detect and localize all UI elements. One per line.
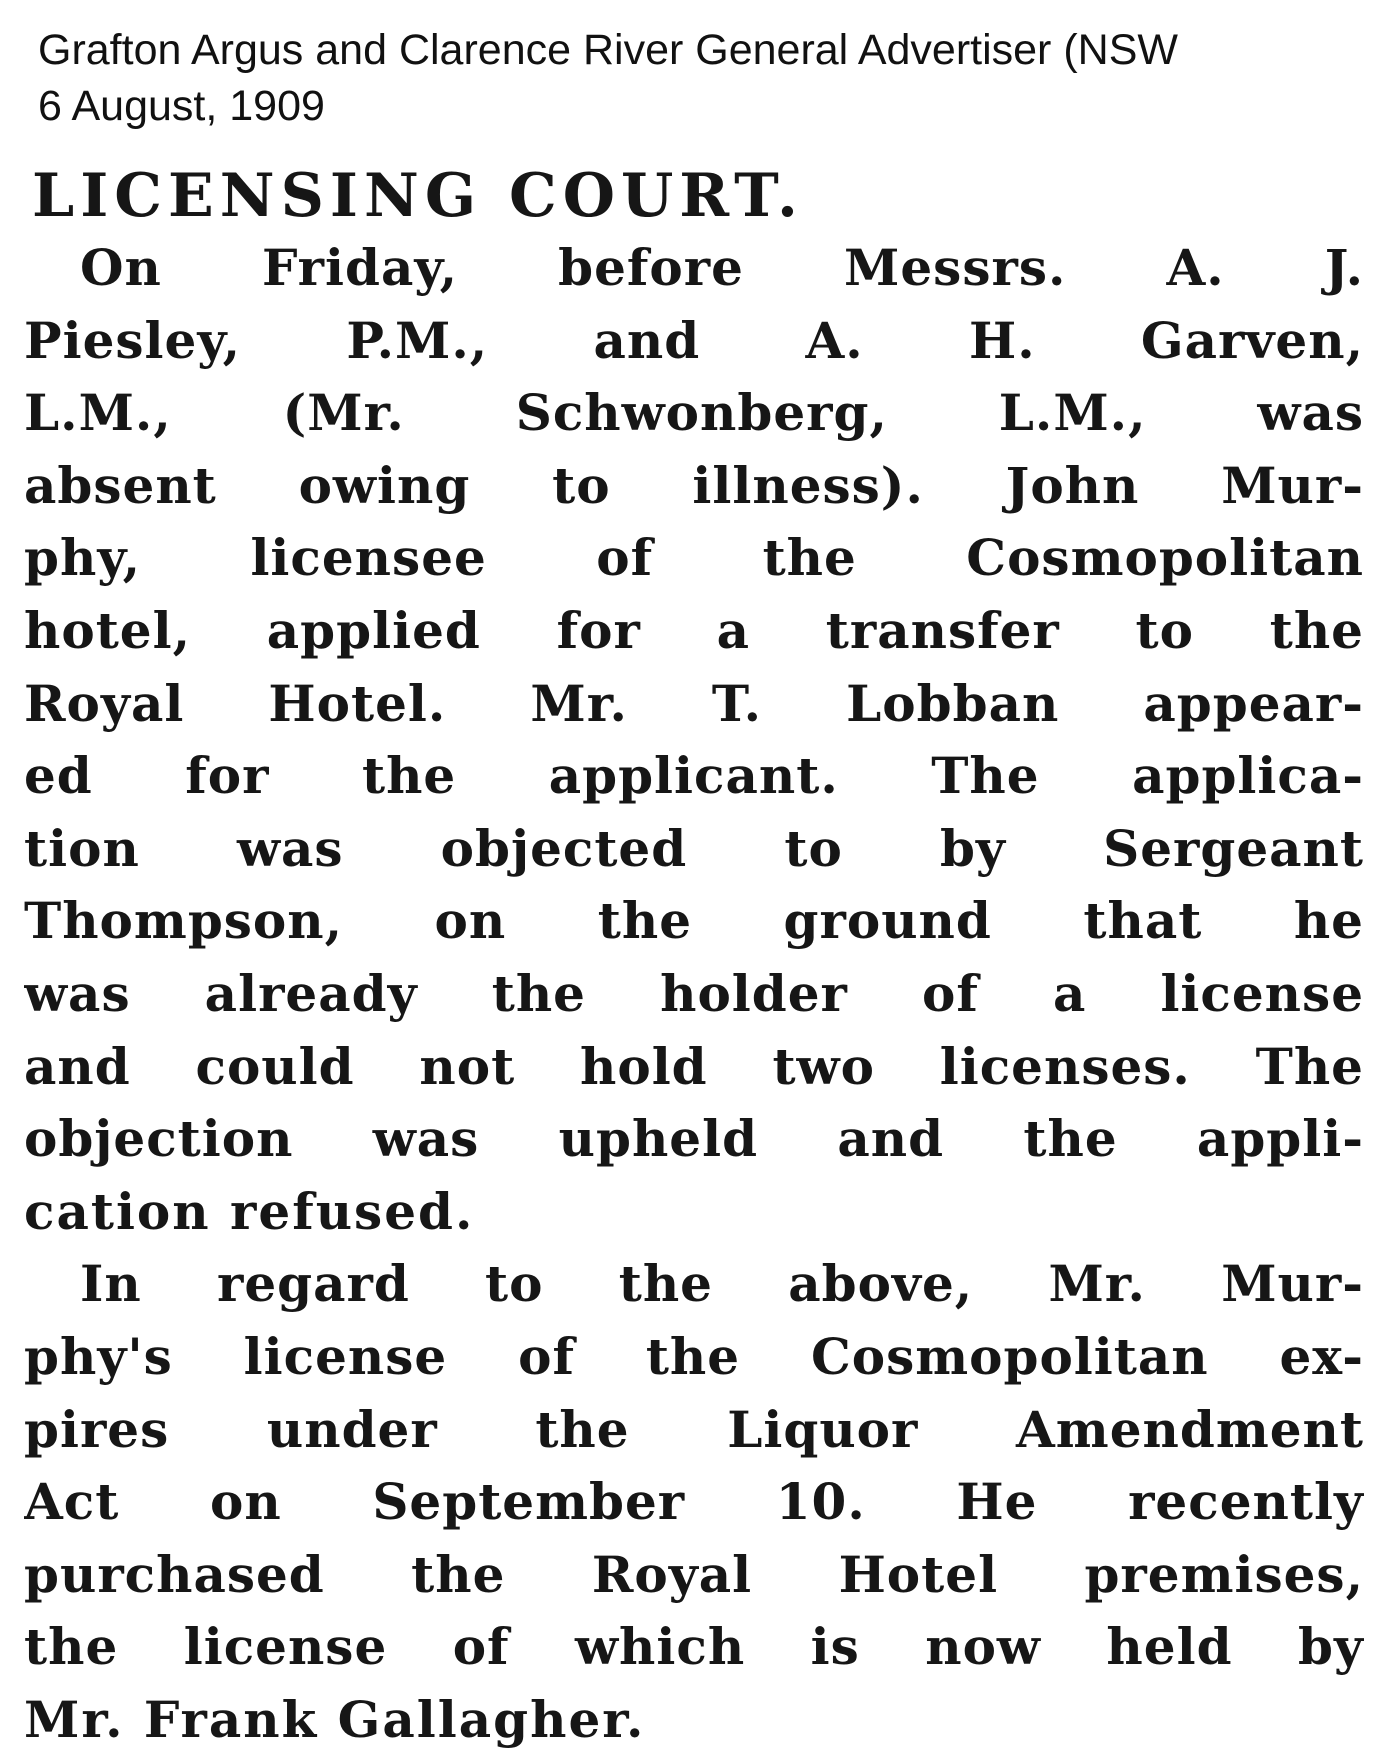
text-line: tion was objected to by Sergeant — [24, 818, 1364, 878]
text-line: purchased the Royal Hotel premises, — [24, 1544, 1364, 1604]
text-line: In regard to the above, Mr. Mur- — [80, 1254, 1364, 1314]
source-caption-date: 6 August, 1909 — [38, 82, 325, 130]
article-paragraph-2 — [24, 1248, 1364, 1756]
article-headline: LICENSING COURT. — [32, 161, 804, 231]
text-line: and could not hold two licenses. The — [24, 1036, 1364, 1096]
text-line: the license of which is now held by — [24, 1617, 1364, 1677]
text-line: On Friday, before Messrs. A. J. — [80, 238, 1364, 297]
text-line: L.M., (Mr. Schwonberg, L.M., was — [24, 383, 1364, 443]
newspaper-clipping — [24, 160, 1364, 1756]
text-line: Piesley, P.M., and A. H. Garven, — [24, 310, 1364, 370]
text-line: Mr. Frank Gallagher. — [24, 1689, 646, 1749]
source-caption — [38, 22, 1378, 134]
text-line: Act on September 10. He recently — [24, 1472, 1364, 1532]
text-line: hotel, applied for a transfer to the — [24, 600, 1364, 660]
article-paragraph-1 — [24, 232, 1364, 1248]
text-line: phy's license of the Cosmopolitan ex- — [24, 1326, 1364, 1386]
source-caption-title: Grafton Argus and Clarence River General Advertiser (NSW — [38, 26, 1178, 74]
text-line: objection was upheld and the appli- — [24, 1109, 1364, 1169]
text-line: Royal Hotel. Mr. T. Lobban appear- — [24, 673, 1364, 733]
text-line: phy, licensee of the Cosmopolitan — [24, 528, 1364, 588]
text-line: was already the holder of a license — [24, 963, 1364, 1023]
text-line: cation refused. — [24, 1181, 475, 1241]
text-line: absent owing to illness). John Mur- — [24, 455, 1364, 515]
text-line: Thompson, on the ground that he — [24, 891, 1364, 951]
text-line: ed for the applicant. The applica- — [24, 746, 1364, 806]
text-line: pires under the Liquor Amendment — [24, 1399, 1364, 1459]
